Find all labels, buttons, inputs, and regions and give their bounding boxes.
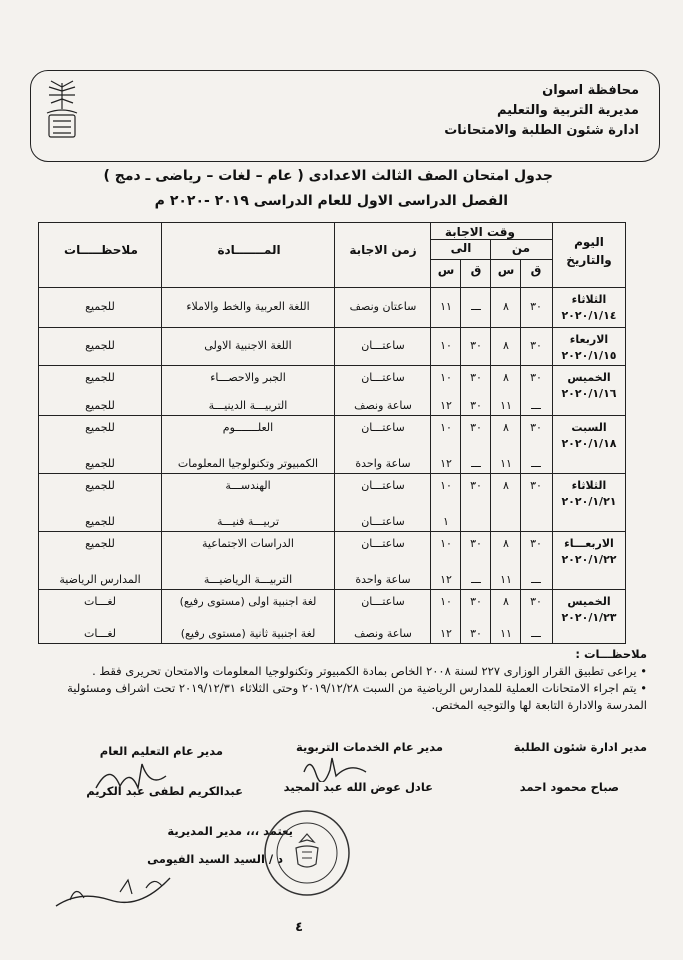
row-to-q: ٣٠ (470, 421, 482, 434)
row-to-s: ١١ (440, 300, 452, 313)
row-duration: ساعتـــان (361, 421, 405, 434)
header-to-q: ق (470, 263, 482, 277)
row-note: للجميع (85, 300, 115, 313)
sig-students-affairs-title: مدير ادارة شئون الطلبة (513, 740, 647, 754)
row-date: ٢٠٢٠/١/٢٣ (561, 611, 617, 624)
header-subject: المـــــــادة (217, 243, 281, 257)
row-note: المدارس الرياضية (59, 573, 141, 586)
row-date: ٢٠٢٠/١/١٥ (561, 349, 617, 362)
row-from-q: ـــ (531, 627, 541, 640)
row-to-s: ١٢ (440, 457, 452, 470)
row-to-s: ١٠ (440, 339, 452, 352)
notes-section (27, 646, 647, 714)
row-note: للجميع (85, 399, 115, 412)
row-subject: الدراسات الاجتماعية (202, 537, 294, 550)
row-day: الثلاثاء (571, 479, 607, 492)
row-from-s: ١١ (500, 457, 512, 470)
row-duration: ساعتـــان (361, 595, 405, 608)
row-date: ٢٠٢٠/١/١٨ (561, 437, 617, 450)
header-from: من (511, 241, 531, 255)
sig-educational-services-title: مدير عام الخدمات التربوية (296, 740, 443, 754)
row-from-s: ٨ (503, 339, 509, 352)
sig-approve-label: يعتمد ،،، مدير المديرية (167, 824, 293, 838)
row-note: للجميع (85, 515, 115, 528)
row-day: السبت (571, 421, 607, 434)
row-subject: لغة اجنبية ثانية (مستوى رفيع) (180, 627, 316, 640)
row-subject: العلـــــــوم (222, 421, 274, 434)
row-subject: اللغة العربية والخط والاملاء (186, 300, 310, 313)
row-from-q: ـــ (531, 573, 541, 586)
row-to-q: ٣٠ (470, 537, 482, 550)
row-from-q: ٣٠ (530, 371, 542, 384)
row-day: الخميس (567, 371, 611, 384)
row-from-s: ٨ (503, 300, 509, 313)
sig-educational-services-name: عادل عوض الله عبد المجيد (283, 780, 433, 794)
row-subject: الجبر والاحصـــاء (210, 371, 286, 384)
sig-director-name: د / السيد السيد الفيومى (147, 852, 283, 866)
row-from-s: ٨ (503, 421, 509, 434)
header-day-date: اليوم والتاريخ (566, 235, 612, 267)
header-answer-time: وقت الاجابة (444, 225, 515, 239)
row-date: ٢٠٢٠/١/٢١ (561, 495, 617, 508)
signature-scribble-date-icon (50, 870, 180, 915)
row-to-q: ٣٠ (470, 595, 482, 608)
header-lines (444, 81, 639, 141)
row-subject: تربيـــة فنيـــة (216, 515, 280, 528)
header-line-governorate: محافظة اسوان (542, 83, 639, 98)
row-from-s: ١١ (500, 399, 512, 412)
row-from-s: ٨ (503, 595, 509, 608)
row-from-q: ٣٠ (530, 479, 542, 492)
row-duration: ساعتـــان (361, 371, 405, 384)
header-duration: زمن الاجابة (349, 243, 417, 257)
page-number: ٤ (295, 920, 303, 935)
sig-general-education-name: عبدالكريم لطفى عبد الكريم (86, 784, 243, 798)
row-to-q: ـــ (471, 300, 481, 313)
row-date: ٢٠٢٠/١/١٦ (561, 387, 617, 400)
row-to-s: ١٠ (440, 421, 452, 434)
row-duration: ساعتـــان (361, 537, 405, 550)
row-date: ٢٠٢٠/١/٢٢ (561, 553, 617, 566)
row-to-s: ١٠ (440, 537, 452, 550)
row-to-s: ١٢ (440, 627, 452, 640)
row-subject: الهندســـة (225, 479, 271, 492)
row-from-s: ٨ (503, 371, 509, 384)
row-day: الاربعـــاء (564, 537, 614, 550)
header-frame (30, 70, 660, 162)
row-to-q: ٣٠ (470, 479, 482, 492)
note-item-1: • يراعى تطبيق القرار الوزارى ٢٢٧ لسنة ٢٠٠٨ الخاص بمادة الكمبيوتر وتكنولوجيا المعلومات والامتحان تحريرى فقط . (92, 664, 647, 678)
row-to-s: ١٢ (440, 573, 452, 586)
row-from-q: ـــ (531, 399, 541, 412)
schedule-subtitle: الفصل الدراسى الاول للعام الدراسى ٢٠١٩ -٢٠٢٠ م (154, 193, 508, 209)
row-to-q: ـــ (471, 573, 481, 586)
row-day: الثلاثاء (571, 293, 607, 306)
row-to-q: ـــ (471, 457, 481, 470)
row-from-s: ٨ (503, 537, 509, 550)
signature-scribble-1-icon (300, 752, 370, 782)
row-duration: ساعتان ونصف (349, 300, 417, 313)
row-subject: التربيـــة الرياضيـــة (203, 573, 293, 586)
row-from-q: ٣٠ (530, 595, 542, 608)
row-to-s: ١ (443, 515, 449, 528)
row-to-s: ١٠ (440, 595, 452, 608)
header-from-q: ق (530, 263, 542, 277)
row-note: للجميع (85, 371, 115, 384)
header-line-directorate: مديرية التربية والتعليم (496, 103, 639, 118)
row-duration: ساعتـــان (361, 515, 405, 528)
row-note: لغـــات (83, 627, 117, 640)
official-stamp-icon (262, 808, 352, 898)
row-note: للجميع (85, 537, 115, 550)
row-note: لغـــات (83, 595, 117, 608)
row-duration: ساعة واحدة (355, 457, 411, 470)
row-from-q: ـــ (531, 457, 541, 470)
row-to-s: ١٢ (440, 399, 452, 412)
schedule-title: جدول امتحان الصف الثالث الاعدادى ( عام – لغات – رياضى ـ دمج ) (103, 168, 553, 184)
row-to-q: ٣٠ (470, 399, 482, 412)
row-from-q: ٣٠ (530, 300, 542, 313)
row-to-q: ٣٠ (470, 371, 482, 384)
signature-scribble-2-icon (90, 758, 170, 798)
header-notes: ملاحظـــــات (64, 243, 138, 257)
row-from-s: ٨ (503, 479, 509, 492)
row-from-s: ١١ (500, 627, 512, 640)
row-to-q: ٣٠ (470, 627, 482, 640)
row-duration: ساعتـــان (361, 479, 405, 492)
row-from-q: ٣٠ (530, 537, 542, 550)
row-duration: ساعة ونصف (354, 399, 412, 412)
note-item-2: • يتم اجراء الامتحانات العملية للمدارس الرياضية من السبت ٢٠١٩/١٢/٢٨ وحتى الثلاثاء ٢٠١٩/١٢/٣١ تحت اشراف ومسئولية المدرسة والادارة التابعة لها والتوجيه المختص. (67, 681, 647, 712)
row-note: للجميع (85, 339, 115, 352)
row-day: الاربعاء (569, 333, 609, 346)
row-from-s: ١١ (500, 573, 512, 586)
row-note: للجميع (85, 479, 115, 492)
row-subject: التربيـــة الدينيـــة (208, 399, 288, 412)
row-day: الخميس (567, 595, 611, 608)
notes-title: ملاحظـــات : (575, 647, 647, 661)
row-duration: ساعة ونصف (354, 627, 412, 640)
row-from-q: ٣٠ (530, 339, 542, 352)
header-to: الى (450, 241, 472, 255)
header-from-s: س (497, 263, 515, 277)
header-line-department: ادارة شئون الطلبة والامتحانات (444, 123, 639, 138)
row-note: للجميع (85, 421, 115, 434)
row-note: للجميع (85, 457, 115, 470)
row-date: ٢٠٢٠/١/١٤ (561, 309, 617, 322)
row-subject: لغة اجنبية اولى (مستوى رفيع) (179, 595, 317, 608)
row-to-q: ٣٠ (470, 339, 482, 352)
sig-general-education-title: مدير عام التعليم العام (99, 744, 223, 758)
row-duration: ساعة واحدة (355, 573, 411, 586)
row-subject: الكمبيوتر وتكنولوجيا المعلومات (177, 457, 319, 470)
exam-schedule-table (38, 222, 626, 644)
row-to-s: ١٠ (440, 479, 452, 492)
row-subject: اللغة الاجنبية الاولى (204, 339, 292, 352)
row-duration: ساعتـــان (361, 339, 405, 352)
row-to-s: ١٠ (440, 371, 452, 384)
ministry-logo-icon (41, 79, 83, 145)
sig-students-affairs-name: صباح محمود احمد (519, 780, 619, 794)
header-to-s: س (437, 263, 455, 277)
row-from-q: ٣٠ (530, 421, 542, 434)
